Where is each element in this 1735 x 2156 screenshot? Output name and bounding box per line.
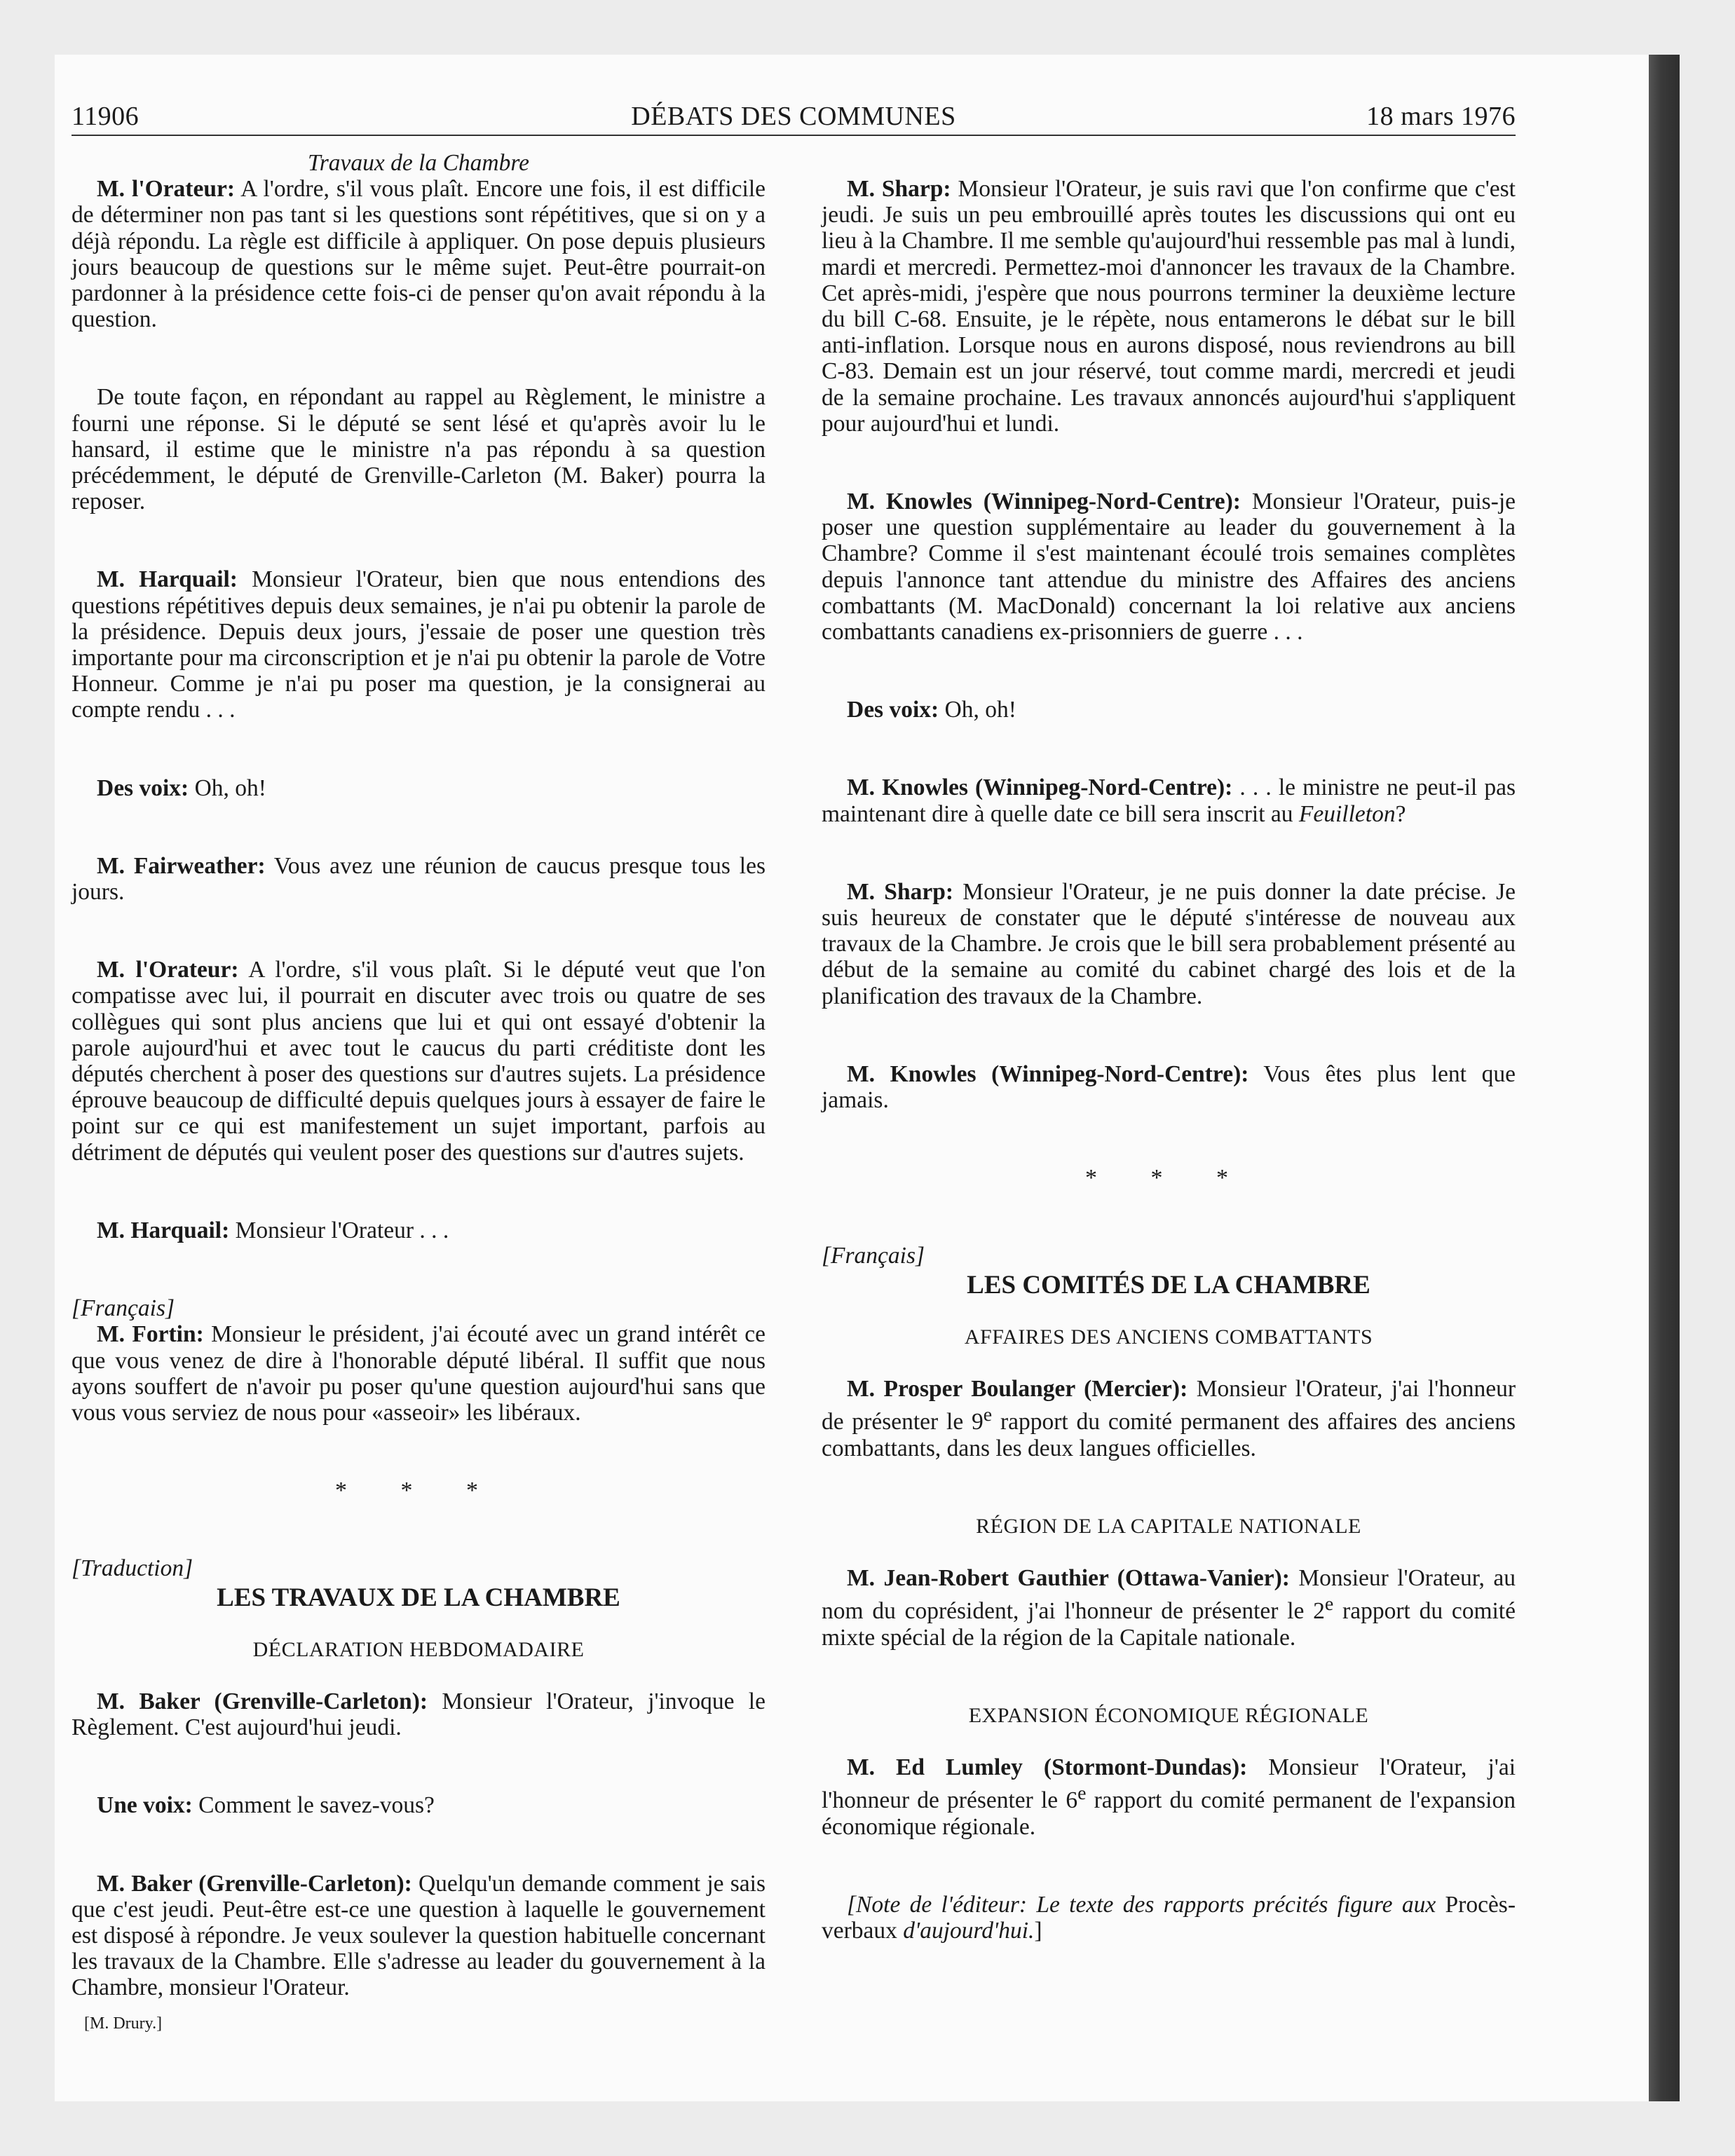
section-subheading: DÉCLARATION HEBDOMADAIRE <box>252 1637 585 1661</box>
superscript: e <box>983 1404 993 1426</box>
speech-text: Monsieur l'Orateur . . . <box>229 1217 449 1243</box>
paragraph <box>72 176 766 332</box>
language-tag: [Français] <box>72 1295 175 1322</box>
footnote: [M. Drury.] <box>84 2014 163 2033</box>
language-tag: [Français] <box>822 1243 925 1269</box>
paragraph <box>72 775 766 801</box>
speech-text: Monsieur l'Orateur, j'ai l'honneur de présenter le 6 <box>822 1754 1516 1814</box>
speech-text: Vous avez une réunion de caucus presque tous les jours. <box>72 852 766 906</box>
paragraph <box>822 1376 1516 1461</box>
speech-text: A l'ordre, s'il vous plaît. Encore une fois, il est difficile de déterminer non pas tant si les questions sont répétitives, que si on y a déjà répondu. La règle est difficile à appliquer. On pose depuis plusieurs jours beaucoup de questions sur le même sujet. Peut-être pourrait-on pardonner à la présidence cette fois-ci de penser qu'on avait répondu à la question. <box>72 176 766 333</box>
section-title: LES TRAVAUX DE LA CHAMBRE <box>217 1583 620 1612</box>
speaker-name: M. Sharp: <box>847 176 951 202</box>
paragraph <box>822 879 1516 1009</box>
section-separator: * * * <box>1085 1165 1252 1192</box>
editor-note <box>822 1892 1516 1944</box>
paragraph <box>72 853 766 905</box>
speech-text: rapport du comité mixte spécial de la région de la Capitale nationale. <box>822 1598 1516 1651</box>
right-column <box>822 150 1516 1944</box>
publication-title: DÉBATS DES COMMUNES <box>631 102 956 131</box>
speech-text: Monsieur le président, j'ai écouté avec un grand intérêt ce que vous venez de dire à l'honorable député libéral. Il suffit que nous ayons souffert de n'avoir pu poser qu'une question aujourd'hui sans que vous vous serviez de nous pour «asseoir» les libéraux. <box>72 1321 766 1426</box>
editor-note-text: ] <box>1034 1918 1042 1944</box>
speaker-name: M. Fortin: <box>97 1321 204 1348</box>
speech-text: Monsieur l'Orateur, je suis ravi que l'on confirme que c'est jeudi. Je suis un peu embrouillé après toutes les discussions qui ont eu lieu à la Chambre. Il me semble qu'aujourd'hui ressemble pas mal à lundi, mardi et mercredi. Permettez-moi d'annoncer les travaux de la Chambre. Cet après-midi, j'espère que nous pourrons terminer la deuxième lecture du bill C-68. Ensuite, je le répète, nous entamerons le débat sur le bill anti-inflation. Lorsque nous en aurons disposé, nous reviendrons au bill C-83. Demain est un jour réservé, tout comme mardi, mercredi et jeudi de la semaine prochaine. Les travaux annoncés aujourd'hui s'appliquent pour aujourd'hui et lundi. <box>822 176 1516 437</box>
translation-tag: [Traduction] <box>72 1555 193 1582</box>
speech-text: Monsieur l'Orateur, puis-je poser une question supplémentaire au leader du gouvernement à la Chambre? Comme il s'est maintenant écoulé trois semaines complètes depuis l'annonce tant attendue du ministre des Affaires des anciens combattants (M. MacDonald) concernant la loi relative aux anciens combattants canadiens ex-prisonniers de guerre . . . <box>822 489 1516 646</box>
speech-text: ? <box>1395 800 1406 827</box>
speech-text: A l'ordre, s'il vous plaît. Si le député veut que l'on compatisse avec lui, il pourrait en discuter avec trois ou quatre de ses collègues qui sont plus anciens que lui et qui ont essayé d'obtenir la parole aujourd'hui et avec tout le caucus du parti créditiste dont les députés cherchent à poser des questions sur d'autres sujets. La présidence éprouve beaucoup de difficulté depuis quelques jours à essayer de faire le point sur ce qui est manifestement un sujet important, parfois au détriment de députés qui veulent poser des questions sur d'autres sujets. <box>72 957 766 1166</box>
superscript: e <box>1324 1593 1334 1616</box>
paragraph <box>822 176 1516 437</box>
paragraph <box>72 566 766 723</box>
speaker-name: M. Knowles (Winnipeg-Nord-Centre): <box>847 1060 1249 1087</box>
section-subheading: AFFAIRES DES ANCIENS COMBATTANTS <box>964 1325 1373 1349</box>
speaker-name: M. Prosper Boulanger (Mercier): <box>847 1376 1188 1403</box>
running-head: Travaux de la Chambre <box>307 150 530 176</box>
section-subheading: EXPANSION ÉCONOMIQUE RÉGIONALE <box>968 1703 1369 1727</box>
speaker-name: Des voix: <box>97 775 189 801</box>
paragraph <box>822 1061 1516 1113</box>
paragraph: De toute façon, en répondant au rappel au Règlement, le ministre a fourni une réponse. Si le député se sent lésé et qu'après avoir lu le hansard, il estime que le ministre n'a pas répondu à sa question précédemment, le député de Grenville-Carleton (M. Baker) pourra la reposer. <box>72 384 766 515</box>
speech-text: Monsieur l'Orateur, j'invoque le Règlement. C'est aujourd'hui jeudi. <box>72 1688 766 1741</box>
paragraph <box>822 1754 1516 1840</box>
paragraph <box>822 1565 1516 1651</box>
speaker-name: M. Ed Lumley (Stormont-Dundas): <box>847 1754 1248 1781</box>
speech-text: rapport du comité permanent des affaires des anciens combattants, dans les deux langues officielles. <box>822 1409 1516 1461</box>
speaker-name: M. l'Orateur: <box>97 176 235 203</box>
paragraph <box>72 1792 766 1818</box>
speaker-name: M. Jean-Robert Gauthier (Ottawa-Vanier): <box>847 1565 1290 1592</box>
speaker-name: M. Harquail: <box>97 566 238 593</box>
page-number: 11906 <box>72 102 140 131</box>
section-separator: * * * <box>335 1478 502 1504</box>
speaker-name: M. Knowles (Winnipeg-Nord-Centre): <box>847 775 1233 801</box>
editor-note-text: [Note de l'éditeur: Le texte des rapports précités figure aux <box>847 1891 1445 1918</box>
page-edge-shadow <box>1649 55 1680 2101</box>
speaker-name: M. Knowles (Winnipeg-Nord-Centre): <box>847 489 1241 515</box>
paragraph <box>72 1217 766 1243</box>
superscript: e <box>1077 1782 1087 1805</box>
page-header <box>72 97 1516 136</box>
paragraph <box>72 1871 766 2001</box>
editor-note-text: Procès-verbaux <box>822 1891 1516 1944</box>
paragraph <box>822 489 1516 645</box>
speaker-name: M. Fairweather: <box>97 852 266 879</box>
speaker-name: M. l'Orateur: <box>97 957 239 983</box>
speech-text: rapport du comité permanent de l'expansion économique régionale. <box>822 1787 1516 1840</box>
speech-text: Vous êtes plus lent que jamais. <box>822 1060 1516 1114</box>
speaker-name: M. Baker (Grenville-Carleton): <box>97 1688 428 1714</box>
speech-text: Monsieur l'Orateur, au nom du coprésident, j'ai l'honneur de présenter le 2 <box>822 1565 1516 1625</box>
section-title: LES COMITÉS DE LA CHAMBRE <box>967 1270 1370 1299</box>
page-date: 18 mars 1976 <box>1366 102 1516 131</box>
speech-text: Quelqu'un demande comment je sais que c'est jeudi. Peut-être est-ce une question à laquelle le gouvernement est disposé à répondre. Je veux soulever la question habituelle concernant les travaux de la Chambre. Elle s'adresse au leader du gouvernement à la Chambre, monsieur l'Orateur. <box>72 1870 766 2001</box>
paragraph <box>822 775 1516 826</box>
editor-note-text: d'aujourd'hui. <box>897 1918 1035 1944</box>
left-column <box>72 150 766 2037</box>
speech-text: Monsieur l'Orateur, je ne puis donner la date précise. Je suis heureux de constater que le député s'intéresse de nouveau aux travaux de la Chambre. Je crois que le bill sera probablement présenté au début de la semaine au comité du cabinet chargé des lois et de la planification des travaux de la Chambre. <box>822 878 1516 1009</box>
speech-text: Monsieur l'Orateur, bien que nous entendions des questions répétitives depuis deux semaines, je n'ai pu obtenir la parole de la présidence. Depuis deux jours, j'essaie de poser une question très importante pour ma circonscription et je n'ai pu obtenir la parole de Votre Honneur. Comme je n'ai pu poser ma question, je la consignerai au compte rendu . . . <box>72 566 766 723</box>
speech-text: Comment le savez-vous? <box>192 1792 435 1819</box>
paragraph <box>72 957 766 1166</box>
speech-text: . . . le ministre ne peut-il pas maintenant dire à quelle date ce bill sera inscrit au <box>822 775 1516 827</box>
speech-text-italic: Feuilleton <box>1298 800 1396 827</box>
paragraph <box>72 1688 766 1740</box>
speech-text: Monsieur l'Orateur, j'ai l'honneur de présenter le 9 <box>822 1376 1516 1435</box>
speaker-name: M. Baker (Grenville-Carleton): <box>97 1870 412 1897</box>
speaker-name: Une voix: <box>97 1792 193 1819</box>
speaker-name: M. Harquail: <box>97 1217 230 1243</box>
speaker-name: Des voix: <box>847 697 939 723</box>
speech-text: Oh, oh! <box>939 697 1016 723</box>
speaker-name: M. Sharp: <box>847 878 953 905</box>
paragraph <box>822 697 1516 723</box>
paragraph <box>72 1321 766 1426</box>
speech-text: Oh, oh! <box>189 775 266 801</box>
section-subheading: RÉGION DE LA CAPITALE NATIONALE <box>976 1514 1361 1538</box>
